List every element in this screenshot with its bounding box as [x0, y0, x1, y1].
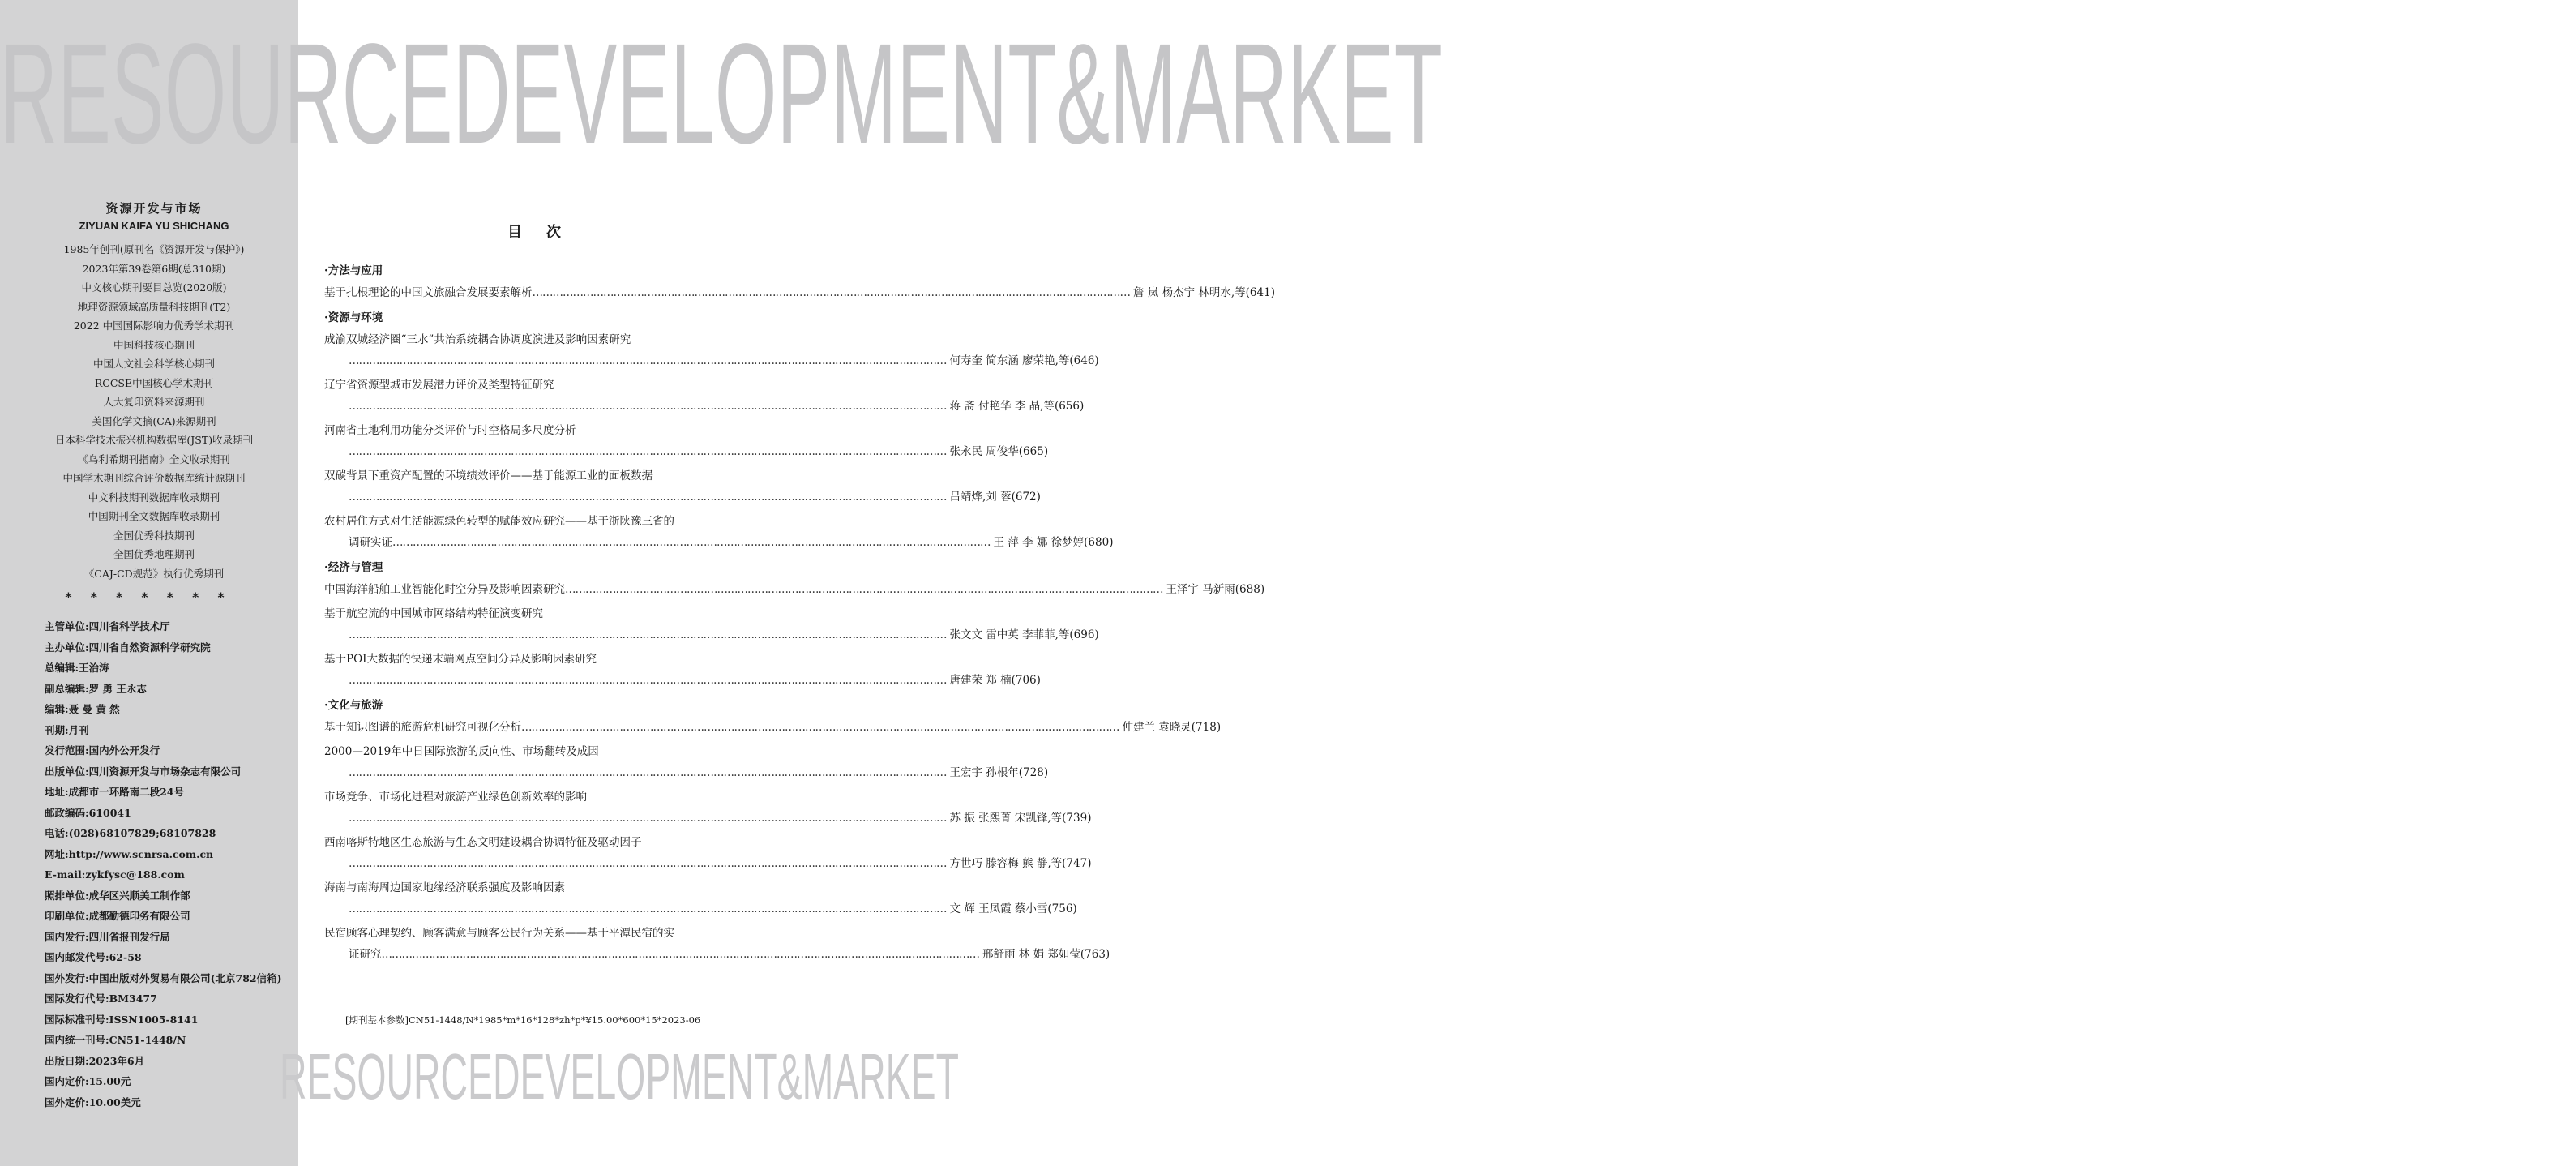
journal-info-line: RCCSE中国核心学术期刊	[94, 376, 214, 389]
toc-entry-line	[324, 853, 1092, 874]
toc-leader-dots	[349, 670, 947, 691]
toc-section-heading: ·文化与旅游	[324, 699, 383, 712]
toc-entry	[324, 282, 1275, 303]
toc-entry-title: 农村居住方式对生活能源绿色转型的赋能效应研究——基于浙陕豫三省的	[324, 515, 674, 528]
journal-info-line: 地理资源领域高质量科技期刊(T2)	[77, 300, 231, 313]
toc-entry-title: 市场竞争、市场化进程对旅游产业绿色创新效率的影响	[324, 791, 587, 804]
toc-entry-authors: 王 萍 李 娜 徐梦婷(680)	[993, 536, 1114, 549]
masthead-row: 刊期:月刊	[45, 723, 89, 736]
journal-info-line: 中国人文社会科学核心期刊	[92, 358, 215, 370]
journal-info-line: 《CAJ-CD规范》执行优秀期刊	[83, 567, 225, 580]
toc-entry-line	[324, 624, 1099, 645]
toc-entry-authors: 方世巧 滕容梅 熊 静,等(747)	[949, 857, 1092, 870]
toc-leader-dots	[349, 898, 947, 920]
toc-entry-authors: 王泽宇 马新雨(688)	[1166, 583, 1265, 596]
toc-entry	[324, 329, 1099, 371]
journal-info-line: 中文核心期刊要目总览(2020版)	[81, 281, 227, 294]
toc-entry-line	[324, 396, 1085, 417]
toc-leader-dots	[392, 532, 991, 553]
toc-entry-line	[324, 282, 1275, 303]
masthead-row: E-mail:zykfysc@188.com	[45, 868, 185, 881]
masthead-row: 编辑:聂 曼 黄 然	[45, 703, 120, 715]
masthead-row: 国际发行代号:BM3477	[45, 992, 157, 1005]
table-of-contents	[324, 259, 1275, 968]
toc-entry-title: 辽宁省资源型城市发展潜力评价及类型特征研究	[324, 379, 554, 392]
journal-info-line: 2022 中国国际影响力优秀学术期刊	[73, 319, 235, 332]
journal-info-line: 1985年创刊(原刊名《资源开发与保护》)	[63, 243, 245, 255]
masthead-row: 总编辑:王治涛	[45, 662, 109, 674]
journal-info-line: 美国化学文摘(CA)来源期刊	[92, 414, 216, 427]
masthead-row: 主办单位:四川省自然资源科学研究院	[45, 641, 211, 654]
toc-entry	[324, 465, 1041, 508]
toc-entry-line	[324, 350, 1099, 371]
masthead-row: 国内定价:15.00元	[45, 1075, 131, 1087]
toc-section-heading: ·方法与应用	[324, 264, 383, 277]
masthead-row: 照排单位:成华区兴顺美工制作部	[45, 889, 190, 902]
toc-entry	[324, 787, 1092, 829]
toc-leader-dots	[349, 350, 947, 371]
toc-leader-dots	[349, 441, 947, 462]
masthead-row: 国际标准刊号:ISSN1005-8141	[45, 1013, 199, 1026]
toc-entry-authors: 张永民 周俊华(665)	[949, 445, 1049, 458]
masthead-row: 邮政编码:610041	[45, 806, 131, 819]
toc-entry-title: 中国海洋船舶工业智能化时空分异及影响因素研究	[324, 583, 565, 596]
journal-parameters: [期刊基本参数]CN51-1448/N*1985*m*16*128*zh*p*¥15.00*600*15*2023-06	[345, 1014, 701, 1026]
journal-info-line: 2023年第39卷第6期(总310期)	[82, 262, 226, 275]
toc-entry	[324, 717, 1222, 738]
journal-info-line: 中国科技核心期刊	[113, 338, 195, 351]
toc-leader-dots	[533, 282, 1131, 303]
toc-entry-title: 成渝双城经济圈“三水”共治系统耦合协调度演进及影响因素研究	[324, 333, 631, 346]
toc-entry-line	[324, 670, 1041, 691]
toc-entry-line	[324, 762, 1049, 783]
masthead-row: 副总编辑:罗 勇 王永志	[45, 682, 147, 695]
toc-entry-authors: 何寿奎 简东涵 廖荣艳,等(646)	[949, 354, 1099, 367]
toc-leader-dots	[349, 808, 947, 829]
toc-entry	[324, 832, 1092, 874]
toc-entry-title: 西南喀斯特地区生态旅游与生态文明建设耦合协调特征及驱动因子	[324, 836, 642, 849]
toc-entry-authors: 文 辉 王凤霞 蔡小雪(756)	[949, 902, 1077, 915]
toc-entry-authors: 唐建荣 郑 楠(706)	[949, 674, 1041, 687]
toc-entry	[324, 649, 1041, 691]
toc-leader-dots	[349, 853, 947, 874]
toc-entry-title: 基于知识图谱的旅游危机研究可视化分析	[324, 721, 521, 734]
journal-info-line: 中国期刊全文数据库收录期刊	[88, 510, 220, 522]
masthead-row: 出版日期:2023年6月	[45, 1054, 145, 1067]
toc-entry-title: 2000—2019年中日国际旅游的反向性、市场翻转及成因	[324, 745, 599, 758]
toc-entry-title: 基于POI大数据的快递末端网点空间分异及影响因素研究	[324, 653, 597, 666]
toc-entry-authors: 吕靖烨,刘 蓉(672)	[949, 491, 1041, 504]
masthead-row: 国外发行:中国出版对外贸易有限公司(北京782信箱)	[45, 971, 282, 984]
toc-leader-dots	[521, 717, 1119, 738]
toc-entry	[324, 603, 1099, 645]
journal-info-line: 全国优秀地理期刊	[113, 548, 195, 560]
masthead-row: 国内发行:四川省报刊发行局	[45, 930, 170, 943]
toc-entry-authors: 邢舒雨 林 娟 郑如莹(763)	[982, 948, 1110, 961]
toc-entry	[324, 511, 1114, 553]
toc-entry-line	[324, 717, 1222, 738]
masthead-row: 网址:http://www.scnrsa.com.cn	[45, 847, 214, 860]
toc-entry	[324, 375, 1085, 417]
journal-info-line: 中国学术期刊综合评价数据库统计源期刊	[62, 472, 246, 484]
toc-entry-line	[324, 532, 1114, 553]
toc-entry-line	[324, 441, 1049, 462]
banner-bottom: RESOURCEDEVELOPMENT&MARKET	[280, 1040, 959, 1112]
journal-info	[32, 199, 276, 605]
toc-leader-dots	[349, 396, 947, 417]
journal-name: 资源开发与市场	[105, 201, 203, 216]
journal-pinyin: ZIYUAN KAIFA YU SHICHANG	[79, 220, 229, 232]
journal-info-line: 《乌利希期刊指南》全文收录期刊	[78, 452, 230, 465]
toc-entry	[324, 579, 1265, 600]
toc-entry-authors: 詹 岚 杨杰宁 林明水,等(641)	[1133, 286, 1275, 299]
masthead-row: 出版单位:四川资源开发与市场杂志有限公司	[45, 765, 242, 778]
masthead-row: 地址:成都市一环路南二段24号	[45, 786, 185, 798]
journal-info-line: 全国优秀科技期刊	[113, 529, 195, 542]
toc-entry-line	[324, 944, 1110, 965]
journal-info-line: 人大复印资料来源期刊	[103, 396, 205, 408]
masthead-row: 国内邮发代号:62-58	[45, 951, 142, 963]
toc-entry-line	[324, 579, 1265, 600]
masthead	[45, 616, 296, 1112]
toc-entry-line	[324, 808, 1092, 829]
toc-entry-authors: 仲建兰 袁晓灵(718)	[1122, 721, 1222, 734]
toc-leader-dots	[349, 762, 947, 783]
toc-entry-authors: 苏 振 张熙菁 宋凯锋,等(739)	[949, 812, 1092, 825]
masthead-row: 电话:(028)68107829;68107828	[45, 827, 216, 839]
journal-info-lines	[32, 240, 276, 583]
toc-section-heading: ·资源与环境	[324, 311, 383, 324]
toc-section-heading: ·经济与管理	[324, 561, 383, 574]
toc-entry-title: 海南与南海周边国家地缘经济联系强度及影响因素	[324, 881, 565, 894]
masthead-row: 国内统一刊号:CN51-1448/N	[45, 1034, 186, 1046]
masthead-row: 发行范围:国内外公开发行	[45, 744, 160, 757]
toc-entry-authors: 张文文 雷中英 李菲菲,等(696)	[949, 628, 1099, 641]
toc-entry-title-cont: 调研实证	[349, 536, 392, 549]
toc-entry-title: 基于扎根理论的中国文旅融合发展要素解析	[324, 286, 533, 299]
journal-info-line: 中文科技期刊数据库收录期刊	[88, 491, 220, 504]
toc-leader-dots	[349, 487, 947, 508]
toc-leader-dots	[382, 944, 980, 965]
masthead-row: 印刷单位:成都勤德印务有限公司	[45, 910, 190, 922]
toc-entry	[324, 741, 1049, 783]
toc-entry-authors: 王宏宇 孙根年(728)	[949, 766, 1049, 779]
toc-entry-title: 基于航空流的中国城市网络结构特征演变研究	[324, 607, 543, 620]
toc-entry-line	[324, 487, 1041, 508]
toc-entry-line	[324, 898, 1077, 920]
masthead-row: 主管单位:四川省科学技术厅	[45, 620, 170, 632]
toc-leader-dots	[565, 579, 1163, 600]
toc-entry-title: 民宿顾客心理契约、顾客满意与顾客公民行为关系——基于平潭民宿的实	[324, 927, 674, 940]
toc-entry	[324, 877, 1077, 920]
toc-entry-title: 双碳背景下重资产配置的环境绩效评价——基于能源工业的面板数据	[324, 469, 653, 482]
masthead-row: 国外定价:10.00美元	[45, 1095, 141, 1108]
toc-leader-dots	[349, 624, 947, 645]
toc-title: 目次	[507, 224, 585, 241]
separator-stars: *******	[65, 589, 243, 605]
toc-entry-title: 河南省土地利用功能分类评价与时空格局多尺度分析	[324, 424, 576, 437]
banner-top: RESOURCEDEVELOPMENT&MARKET	[0, 15, 1443, 174]
journal-info-line: 日本科学技术振兴机构数据库(JST)收录期刊	[54, 434, 254, 446]
toc-entry	[324, 923, 1110, 965]
toc-entry-authors: 蒋 斋 付艳华 李 晶,等(656)	[949, 400, 1085, 413]
toc-entry-title-cont: 证研究	[349, 948, 382, 961]
toc-entry	[324, 420, 1049, 462]
